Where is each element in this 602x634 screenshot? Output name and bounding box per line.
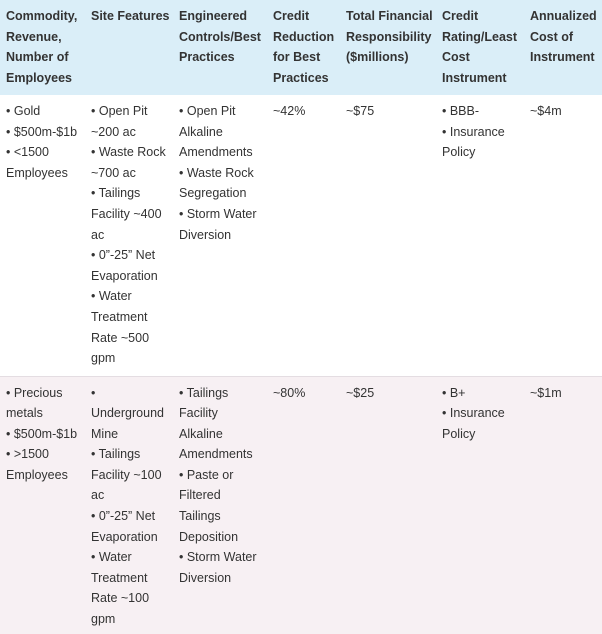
table-row: [0, 95, 602, 376]
list-item: • Insurance Policy: [442, 406, 505, 441]
header-credit-reduction: Credit Reduction for Best Practices: [273, 9, 335, 85]
cell-site-features: [85, 376, 173, 634]
list-item: • $500m-$1b: [6, 426, 78, 441]
cell-total-financial-responsibility: ~$75: [346, 104, 375, 118]
list-item: • $500m-$1b: [6, 124, 78, 139]
list-item: • Water Treatment Rate ~100 gpm: [91, 550, 150, 627]
header-row: [0, 0, 602, 95]
list-item: • 0”-25” Net Evaporation: [91, 248, 158, 283]
list-item: • >1500 Employees: [6, 447, 68, 482]
list-item: • Water Treatment Rate ~500 gpm: [91, 289, 150, 366]
list-item: • Tailings Facility ~100 ac: [91, 447, 162, 503]
list-item: • Open Pit ~200 ac: [91, 104, 148, 139]
header-credit-rating: Credit Rating/Least Cost Instrument: [442, 9, 518, 85]
list-item: • BBB-: [442, 104, 480, 118]
list-item: • Tailings Facility Alkaline Amendments: [179, 385, 253, 462]
list-item: • Insurance Policy: [442, 124, 505, 160]
cell-credit-rating: [436, 95, 524, 376]
list-item: • Open Pit Alkaline Amendments: [179, 104, 253, 160]
list-item: • Precious metals: [6, 385, 63, 421]
list-item: • Underground Mine: [91, 385, 164, 441]
cell-commodity: [0, 95, 85, 376]
cell-engineered-controls: [173, 95, 267, 376]
list-item: • Gold: [6, 104, 41, 118]
list-item: • B+: [442, 385, 466, 400]
cell-credit-reduction: ~80%: [273, 385, 306, 400]
list-item: • Waste Rock ~700 ac: [91, 145, 166, 180]
cell-site-features: [85, 95, 173, 376]
list-item: • Paste or Filtered Tailings Deposition: [179, 467, 239, 544]
cell-credit-reduction: ~42%: [273, 104, 306, 118]
cell-annualized-cost: ~$1m: [530, 385, 562, 400]
header-site-features: Site Features: [91, 9, 170, 23]
cell-annualized-cost: ~$4m: [530, 104, 562, 118]
cell-total-financial-responsibility: ~$25: [346, 385, 375, 400]
cell-commodity: [0, 376, 85, 634]
table-row: [0, 376, 602, 634]
list-item: • Storm Water Diversion: [179, 206, 257, 242]
list-item: • <1500 Employees: [6, 145, 68, 180]
header-total-financial-responsibility: Total Financial Responsibility ($millions): [346, 9, 433, 65]
list-item: • Tailings Facility ~400 ac: [91, 186, 162, 242]
header-annualized-cost: Annualized Cost of Instrument: [530, 9, 597, 65]
list-item: • Storm Water Diversion: [179, 550, 257, 585]
cell-engineered-controls: [173, 376, 267, 634]
table-header: [0, 0, 602, 95]
table-body: [0, 95, 602, 634]
header-commodity: Commodity, Revenue, Number of Employees: [6, 9, 78, 85]
cell-credit-rating: [436, 376, 524, 634]
header-engineered-controls: Engineered Controls/Best Practices: [179, 9, 261, 65]
list-item: • Waste Rock Segregation: [179, 165, 254, 201]
list-item: • 0”-25” Net Evaporation: [91, 509, 158, 544]
